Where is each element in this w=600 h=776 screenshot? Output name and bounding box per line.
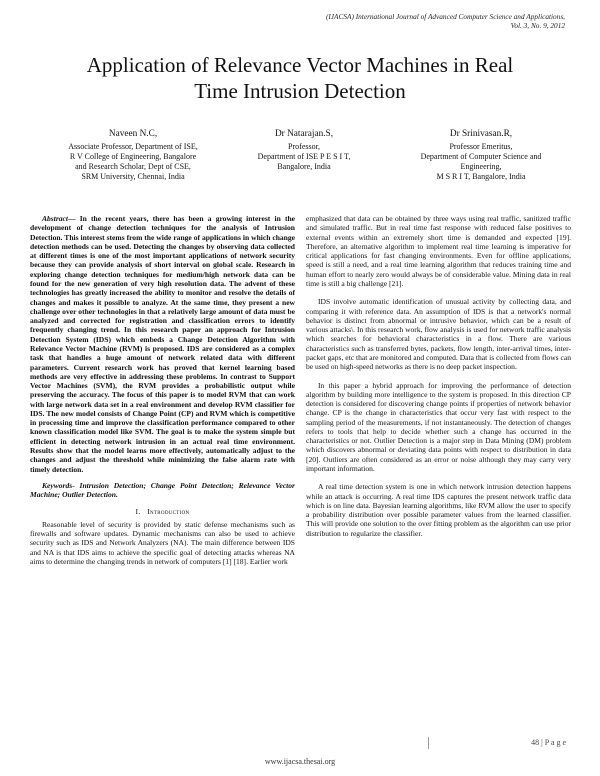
author-name: Dr Srinivasan.R, bbox=[449, 129, 513, 139]
author-affiliation-line: R V College of Engineering, Bangalore bbox=[69, 152, 197, 161]
paper-title-line-2: Time Intrusion Detection bbox=[194, 79, 406, 103]
abstract bbox=[30, 214, 295, 474]
left-column bbox=[30, 214, 295, 566]
author-affiliation-line: and Research Scholar, Dept of CSE, bbox=[75, 162, 191, 171]
section-number: I. bbox=[135, 507, 141, 517]
author-affiliation-line: SRM University, Chennai, India bbox=[81, 172, 185, 181]
author-3 bbox=[386, 128, 576, 182]
author-block bbox=[28, 128, 576, 188]
author-affiliation-line: Associate Professor, Department of ISE, bbox=[68, 142, 198, 151]
paper-title bbox=[30, 52, 570, 104]
author-name: Naveen N.C, bbox=[108, 129, 158, 139]
body-paragraph: A real time detection system is one in which network intrusion detection happens while an attack is occurring. A real time IDS captures the present network traffic data which is on line data. Bayesian learning algorithms, like RVM allow the user to specify a probability distribution over possible parameter values from the learned classifier. This will provide one solution to the over fitting problem as the algorithm can use prior distribution to regularize the classifier. bbox=[306, 482, 571, 538]
body-paragraph: In this paper a hybrid approach for improving the performance of detection algorithm by building more intelligence to the system is proposed. In this direction CP detection is considered for discovering change points if properties of network behavior change. CP is the change in characteristics that occur very fast with respect to the sampling period of the measurements, if not instantaneously. The detection of changes refers to tools that help to decide whether such a change has occurred in the characteristics or not. Outlier Detection is a major step in Data Mining (DM) problem which discovers abnormal or deviating data points with respect to distribution in data [20]. Outliers are often considered as an error or noise although they may carry very important information. bbox=[306, 380, 571, 474]
abstract-label: Abstract— bbox=[42, 214, 76, 223]
author-affiliation-line: Professor, bbox=[288, 142, 320, 151]
author-affiliation-line: Engineering, bbox=[460, 162, 502, 171]
section-heading-introduction bbox=[30, 507, 295, 516]
author-1 bbox=[28, 128, 238, 182]
author-affiliation-line: Department of ISE P E S I T, bbox=[257, 152, 351, 161]
author-name: Dr Natarajan.S, bbox=[274, 129, 334, 139]
author-affiliation-line: M S R I T, Bangalore, India bbox=[436, 172, 526, 181]
right-column bbox=[306, 214, 571, 538]
author-affiliation-line: Professor Emeritus, bbox=[449, 142, 513, 151]
abstract-text: In the recent years, there has been a growing interest in the development of change detection techniques for the analysis of Intrusion Detection. This interest stems from the wide range of applications in which change detection methods can be used. Detecting the changes by observing data collected at different times is one of the most important applications of network security because they can provide analysis of short interval on global scale. Research in exploring change detection techniques for medium/high network data can be found for the new generation of very high resolution data. The advent of these technologies has greatly increased the ability to monitor and resolve the details of changes and makes it possible to analyze. At the same time, they present a new challenge over other technologies in that a relatively large amount of data must be analyzed and corrected for registration and classification errors to identify frequently changing trend. In this research paper an approach for Intrusion Detection System (IDS) which embeds a Change Detection Algorithm with Relevance Vector Machine (RVM) is proposed. IDS are considered as a complex task that handles a huge amount of network related data with different parameters. Current research work has proved that kernel learning based methods are very effective in addressing these problems. In contrast to Support Vector Machines (SVM), the RVM provides a probabilistic output while preserving the accuracy. The focus of this paper is to model RVM that can work with large network data set in a real environment and develop RVM classifier for IDS. The new model consists of Change Point (CP) and RVM which is competitive in processing time and improve the classification performance compared to other known classification model like SVM. The goal is to make the system simple but efficient in detecting network intrusion in an actual real time environment. Results show that the model learns more effectively, automatically adjust to the changes and adjust the threshold while minimizing the false alarm rate with timely detection. bbox=[30, 214, 295, 474]
page-number bbox=[428, 737, 566, 749]
section-title: Introduction bbox=[147, 507, 190, 517]
body-paragraph: IDS involve automatic identification of unusual activity by collecting data, and comparing it with reference data. An assumption of IDS is that a network's normal behavior is distinct from abnormal or intrusive behavior, which can be a result of various attacks\. In this research work, flow analysis is used for network traffic analysis which searches for behavioral characteristics in a flow. There are various characteristics such as transferred bytes, packets, flow length, inter-arrival times, inter-packet gaps, etc that are monitored and computed. Data that is collected from flows can be used on high-speed networks as there is no deep packet inspection. bbox=[306, 297, 571, 372]
paper-title-line-1: Application of Relevance Vector Machines in Real bbox=[86, 53, 514, 77]
author-2 bbox=[224, 128, 384, 172]
author-affiliation-line: Bangalore, India bbox=[277, 162, 331, 171]
journal-header bbox=[235, 12, 565, 30]
author-affiliation-line: Department of Computer Science and bbox=[420, 152, 542, 161]
journal-volume-line: Vol. 3, No. 9, 2012 bbox=[510, 21, 565, 30]
footer-url: www.ijacsa.thesai.org bbox=[264, 757, 336, 766]
journal-name-line: (IJACSA) International Journal of Advanced Computer Science and Applications, bbox=[325, 12, 565, 21]
page-number-label: | P a g e bbox=[541, 738, 566, 747]
keywords: Keywords- Intrusion Detection; Change Point Detection; Relevance Vector Machine; Outlier Detection. bbox=[30, 480, 295, 500]
page-number-value: 48 bbox=[531, 738, 540, 747]
intro-paragraph: Reasonable level of security is provided by static defense mechanisms such as firewalls and software updates. Dynamic mechanisms can also be used to achieve security such as IDS and Network Analyzers (NA). The main difference between IDS and NA is that IDS aims to achieve the specific goal of detecting attacks whereas NA aims to determine the changing trends in network of computers [1] [18]. Earlier work bbox=[30, 519, 295, 566]
body-paragraph: emphasized that data can be obtained by three ways using real traffic, sanitized traffic and simulated traffic. But in real time fast response with reduced false positives to external events within an extremely short time is demanded and expected [19]. Therefore, an alternative algorithm to implement real time learning is imperative for critical applications for fast changing environments. Even for offline applications, speed is still a need, and a real time learning algorithm that reduces training time and human effort to nearly zero would always be of considerable value. Mining data in real time is still a big challenge [21]. bbox=[306, 214, 571, 288]
